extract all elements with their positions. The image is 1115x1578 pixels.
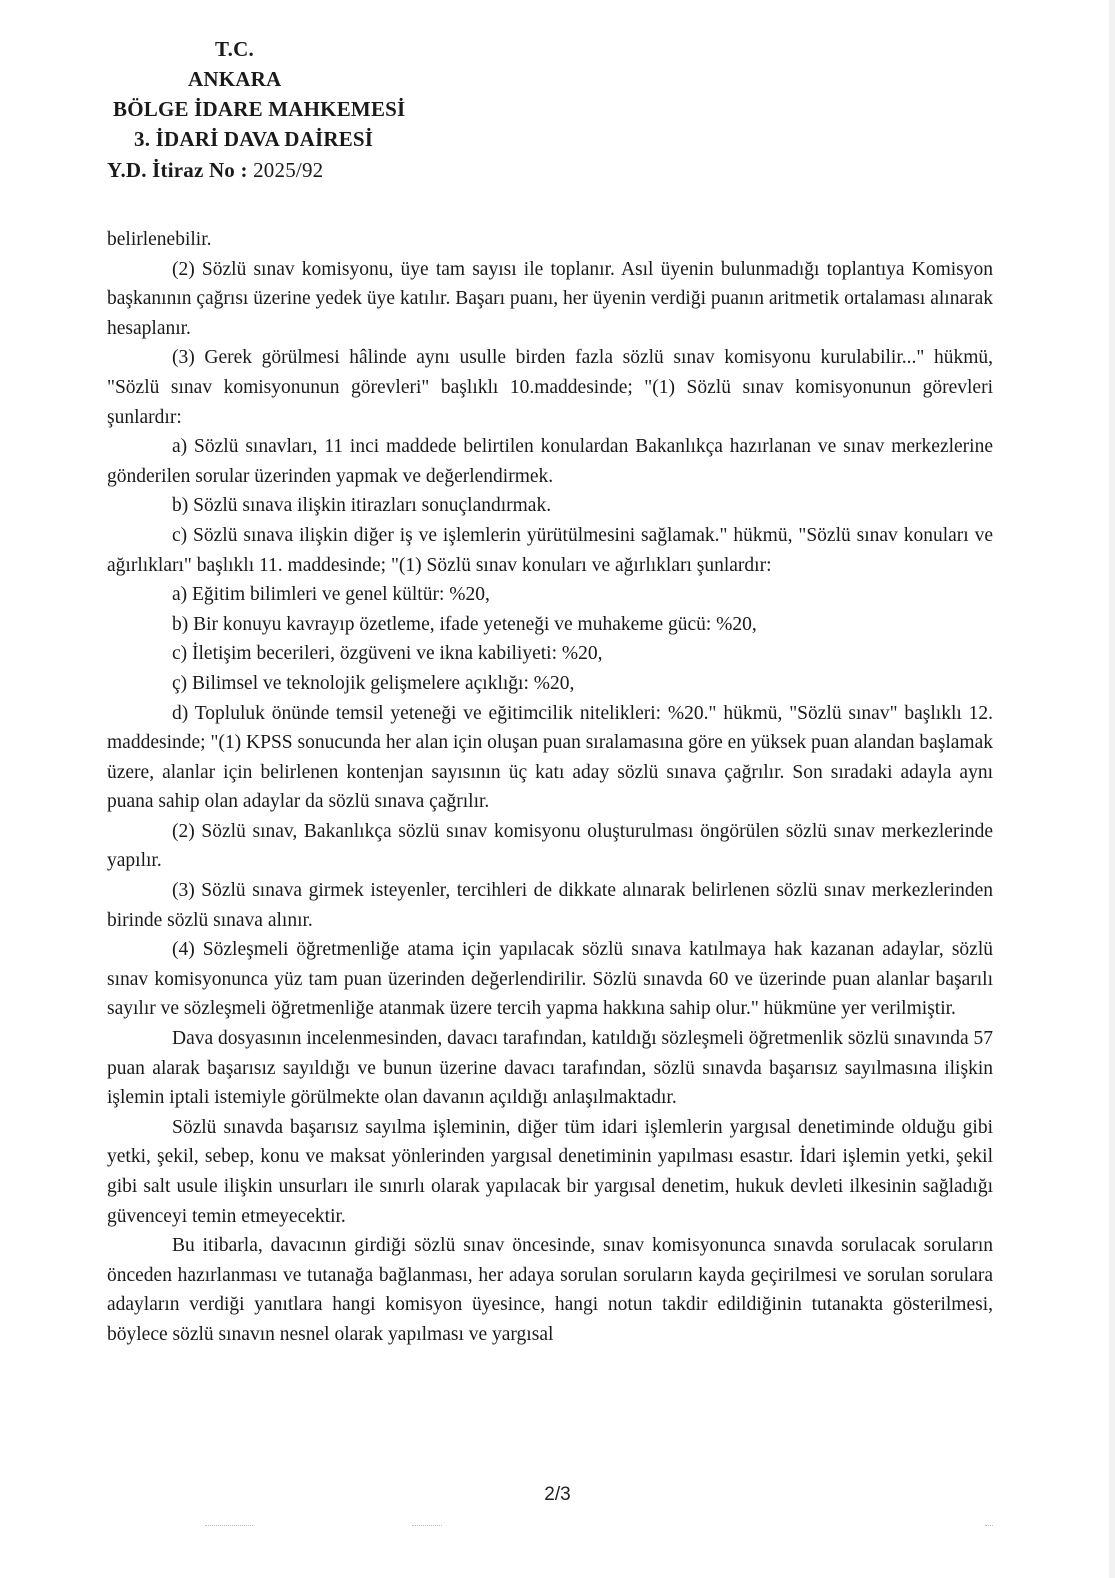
paragraph: a) Sözlü sınavları, 11 inci maddede belirtilen konulardan Bakanlıkça hazırlanan ve sınav merkezlerine gönderilen sorular üzerinden yapmak ve değerlendirmek.	[107, 436, 993, 487]
paragraph: Bu itibarla, davacının girdiği sözlü sınav öncesinde, sınav komisyonunca sınavda sorulacak soruların önceden hazırlanması ve tutanağa bağlanması, her adaya sorulan soruların kayda geçirilmesi ve sorulan sorulara adayların verdiği yanıtlara hangi komisyon üyesince, hangi notun takdir edildiğinin tutanakta gösterilmesi, böylece sözlü sınavın nesnel olarak yapılması ve yargısal	[107, 1235, 993, 1345]
header-court-name: BÖLGE İDARE MAHKEMESİ	[113, 97, 406, 121]
scan-artifact	[205, 1525, 253, 1528]
paragraph: d) Topluluk önünde temsil yeteneği ve eğitimcilik nitelikleri: %20." hükmü, "Sözlü sınav" başlıklı 12. maddesinde; "(1) KPSS sonucunda her alan için oluşan puan sıralamasına göre en yüksek puan alandan başlamak üzere, alanlar için belirlenen kontenjan sayısının üç katı aday sözlü sınava çağrılır. Son sıradaki adayla aynı puana sahip olan adaylar da sözlü sınava çağrılır.	[107, 702, 993, 813]
paragraph: (4) Sözleşmeli öğretmenliğe atama için yapılacak sözlü sınava katılmaya hak kazanan adaylar, sözlü sınav komisyonunca yüz tam puan üzerinden değerlendirilir. Sözlü sınavda 60 ve üzerinde puan alanlar başarılı sayılır ve sözleşmeli öğretmenliğe atanmak üzere tercih yapma hakkına sahip olur." hükmüne yer verilmiştir.	[107, 939, 993, 1020]
paragraph: b) Sözlü sınava ilişkin itirazları sonuçlandırmak.	[172, 495, 552, 517]
header-city: ANKARA	[188, 67, 282, 91]
scan-edge	[1109, 0, 1115, 1578]
header-tc: T.C.	[215, 37, 254, 61]
header-case-number	[107, 155, 405, 185]
scan-artifact	[985, 1525, 993, 1528]
case-number-value: 2025/92	[253, 158, 324, 182]
page-number: 2/3	[544, 1484, 571, 1505]
paragraph: (2) Sözlü sınav, Bakanlıkça sözlü sınav komisyonu oluşturulması öngörülen sözlü sınav merkezlerinde yapılır.	[107, 820, 993, 872]
header-chamber: 3. İDARİ DAVA DAİRESİ	[134, 127, 374, 151]
list-item: b) Bir konuyu kavrayıp özetleme, ifade yeteneği ve muhakeme gücü: %20,	[172, 613, 757, 635]
case-number-label: Y.D. İtiraz No :	[107, 158, 248, 182]
paragraph: Dava dosyasının incelenmesinden, davacı tarafından, katıldığı sözleşmeli öğretmenlik sözlü sınavında 57 puan alarak başarısız sayıldığı ve bunun üzerine davacı tarafından, sözlü sınavda başarısız sayılmasına ilişkin işlemin iptali istemiyle görülmekte olan davanın açıldığı anlaşılmaktadır.	[107, 1028, 993, 1109]
list-item: c) İletişim becerileri, özgüveni ve ikna kabiliyeti: %20,	[172, 643, 603, 665]
scan-artifact	[412, 1525, 442, 1528]
paragraph: belirlenebilir.	[107, 229, 212, 250]
list-item: ç) Bilimsel ve teknolojik gelişmelere açıklığı: %20,	[172, 672, 575, 694]
paragraph: Sözlü sınavda başarısız sayılma işleminin, diğer tüm idari işlemlerin yargısal denetiminde olduğu gibi yetki, şekil, sebep, konu ve maksat yönlerinden yargısal denetiminin yapılması esastır. İdari işlemin yetki, şekil gibi salt usule ilişkin unsurları ile sınırlı olarak yapılacak bir yargısal denetim, hukuk devleti ilkesinin sağladığı güvenceyi temin etmeyecektir.	[107, 1116, 993, 1227]
paragraph: c) Sözlü sınava ilişkin diğer iş ve işlemlerin yürütülmesini sağlamak." hükmü, "Sözlü sınav konuları ve ağırlıkları" başlıklı 11. maddesinde; "(1) Sözlü sınav konuları ve ağırlıkları şunlardır:	[107, 524, 993, 576]
court-header	[107, 34, 405, 185]
paragraph: (3) Gerek görülmesi hâlinde aynı usulle birden fazla sözlü sınav komisyonu kurulabilir..." hükmü, "Sözlü sınav komisyonunun görevleri" başlıklı 10.maddesinde; "(1) Sözlü sınav komisyonunun görevleri şunlardır:	[107, 347, 993, 428]
paragraph: (3) Sözlü sınava girmek isteyenler, tercihleri de dikkate alınarak belirlenen sözlü sınav merkezlerinden birinde sözlü sınava alınır.	[107, 880, 993, 931]
list-item: a) Eğitim bilimleri ve genel kültür: %20,	[172, 584, 490, 606]
document-body	[107, 225, 993, 1350]
paragraph: (2) Sözlü sınav komisyonu, üye tam sayısı ile toplanır. Asıl üyenin bulunmadığı toplantıya Komisyon başkanının çağrısı üzerine yedek üye katılır. Başarı puanı, her üyenin verdiği puanın aritmetik ortalaması alınarak hesaplanır.	[107, 258, 993, 339]
